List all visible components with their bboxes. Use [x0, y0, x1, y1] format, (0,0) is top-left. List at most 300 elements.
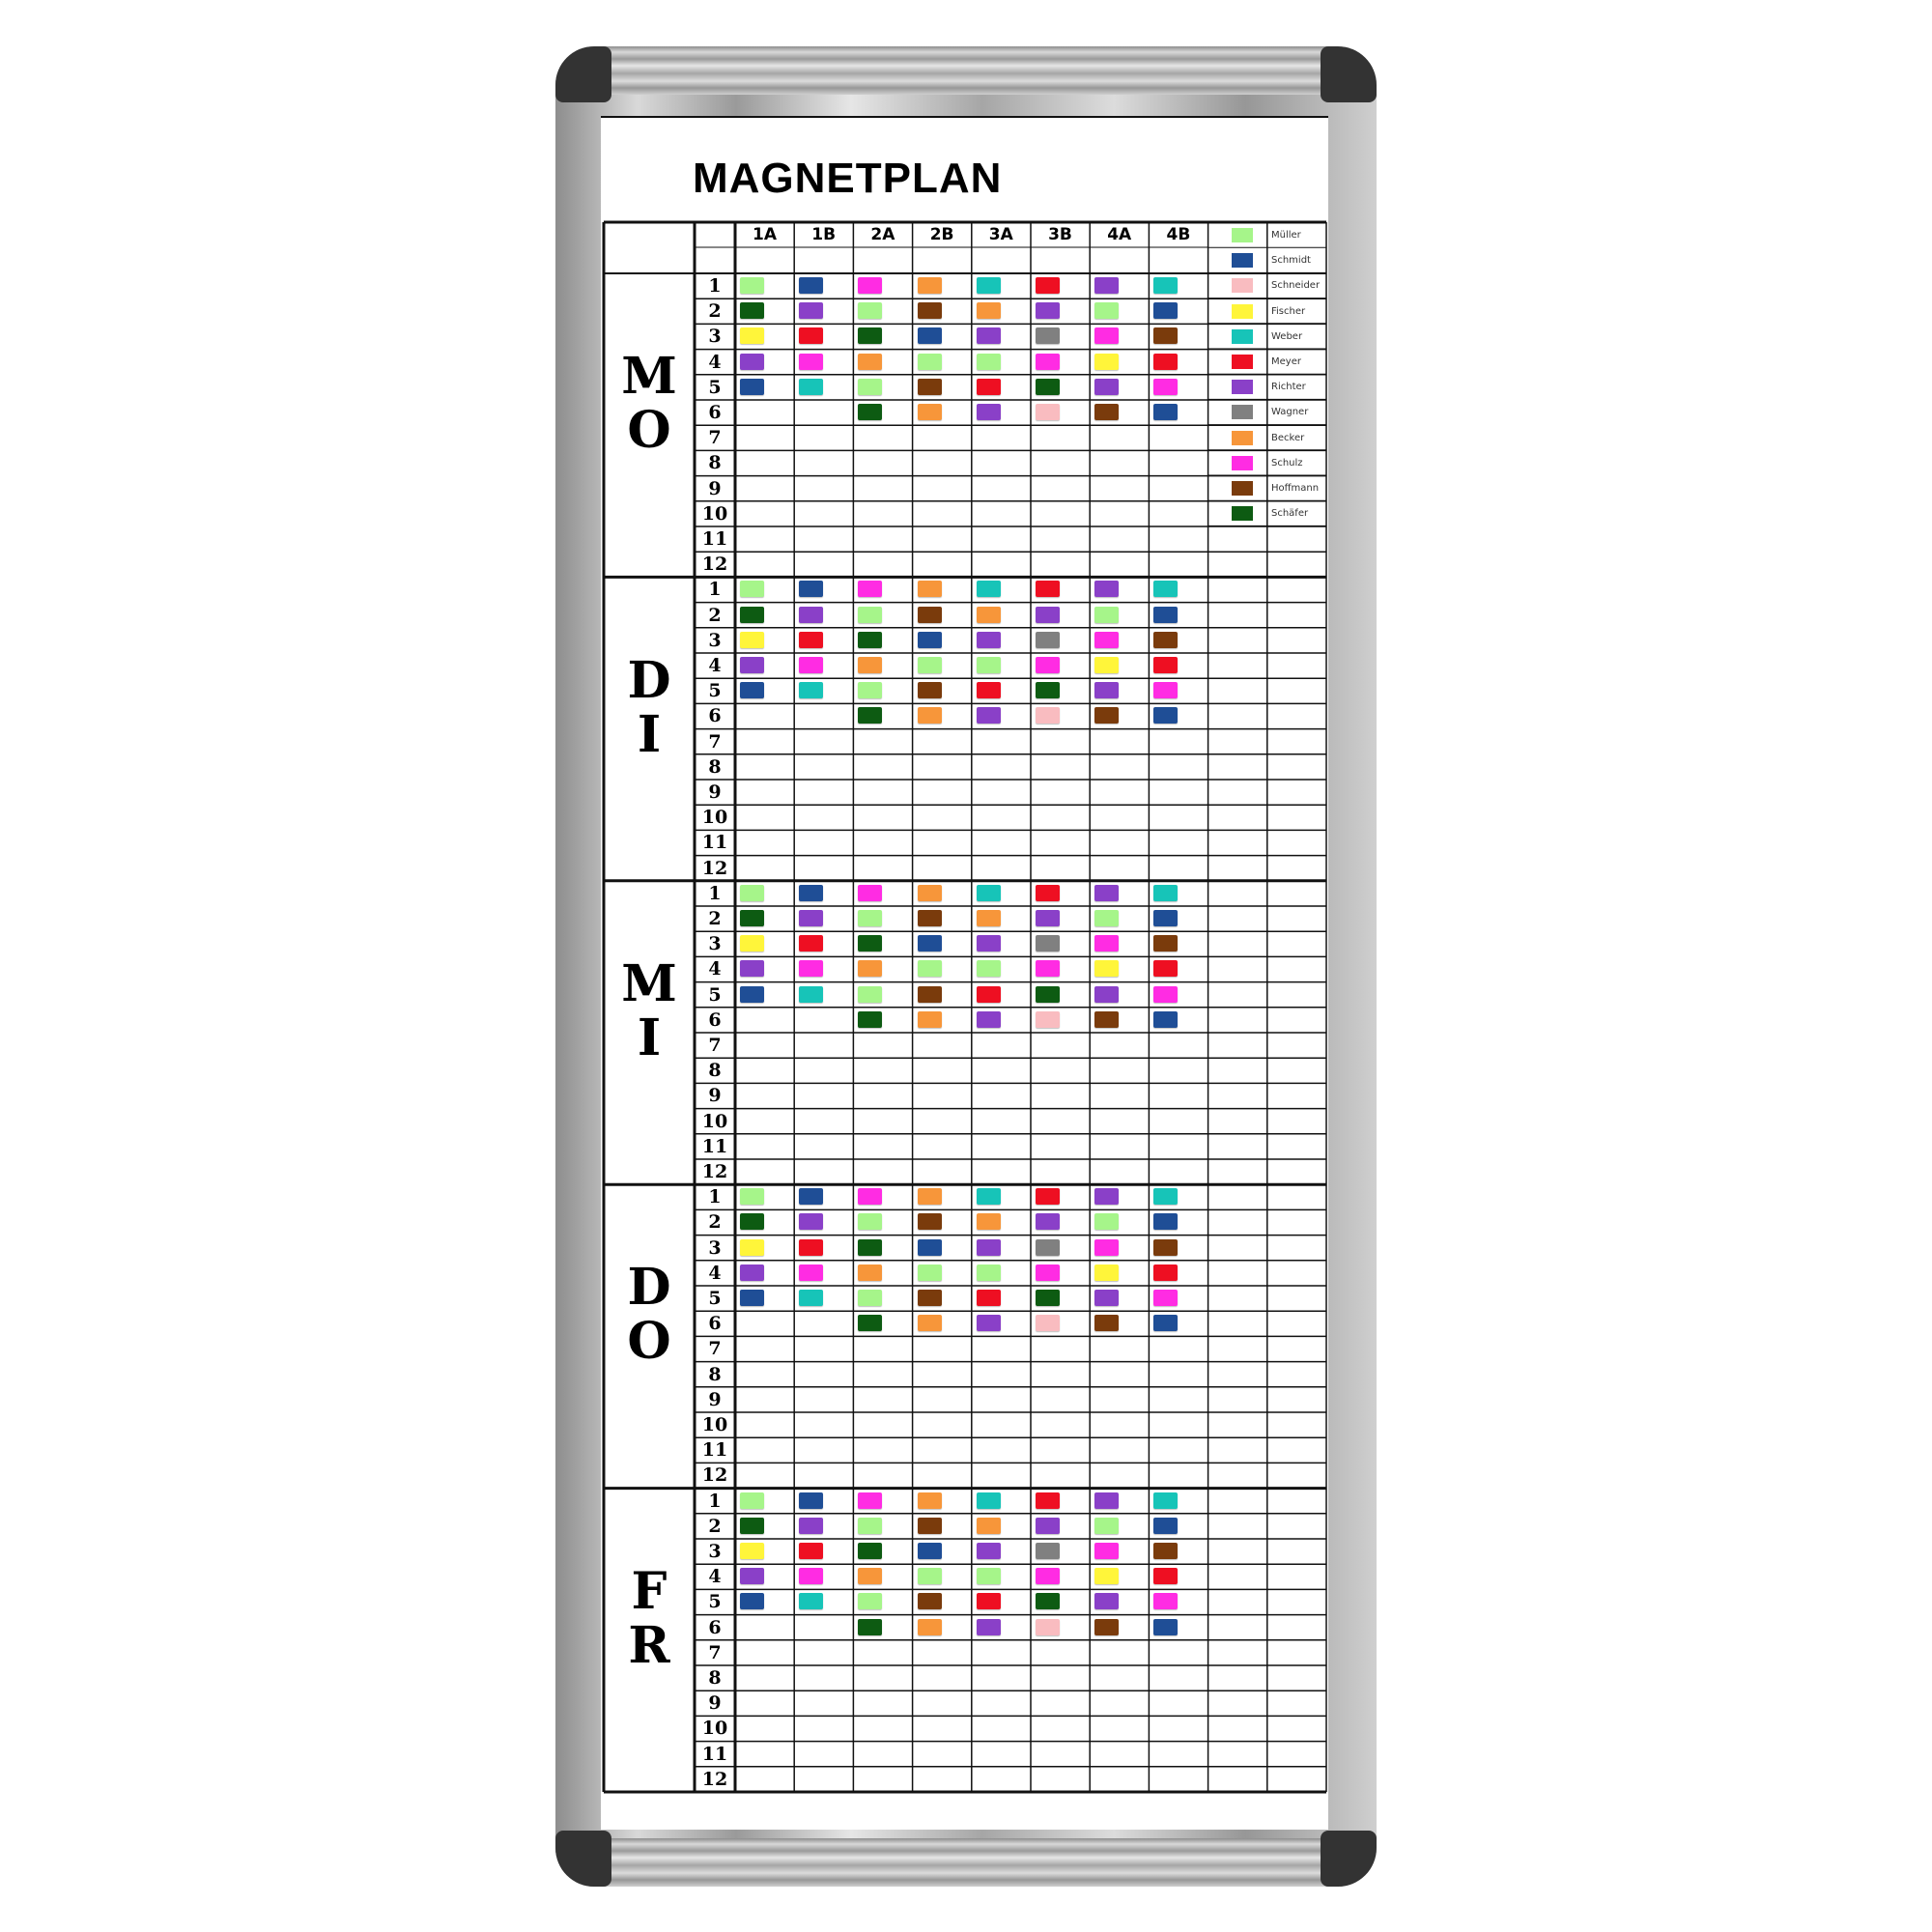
- period-number: 10: [701, 502, 728, 525]
- magnet-schäfer[interactable]: [740, 910, 764, 926]
- magnet-weber[interactable]: [799, 1593, 823, 1609]
- magnet-richter[interactable]: [1094, 682, 1119, 698]
- magnet-hoffmann[interactable]: [1153, 327, 1178, 344]
- magnet-meyer[interactable]: [1036, 277, 1060, 294]
- magnet-schmidt[interactable]: [1153, 910, 1178, 926]
- magnet-meyer[interactable]: [1036, 1188, 1060, 1205]
- magnet-schulz[interactable]: [1036, 960, 1060, 977]
- legend-swatch[interactable]: [1232, 431, 1253, 445]
- magnet-müller[interactable]: [977, 1264, 1001, 1281]
- magnet-hoffmann[interactable]: [1153, 632, 1178, 648]
- magnet-schulz[interactable]: [1094, 935, 1119, 952]
- period-number: 2: [708, 908, 722, 929]
- magnet-becker[interactable]: [858, 960, 882, 977]
- magnet-schulz[interactable]: [799, 1264, 823, 1281]
- magnet-schmidt[interactable]: [740, 1593, 764, 1609]
- magnet-wagner[interactable]: [1036, 1543, 1060, 1559]
- magnet-müller[interactable]: [918, 354, 942, 370]
- magnet-schneider[interactable]: [1036, 1315, 1060, 1331]
- magnet-richter[interactable]: [977, 707, 1001, 724]
- column-header-1b: 1B: [811, 225, 837, 244]
- magnet-fischer[interactable]: [740, 935, 764, 952]
- legend-swatch[interactable]: [1232, 456, 1253, 470]
- period-number: 3: [708, 1541, 722, 1562]
- period-number: 11: [701, 1135, 728, 1157]
- day-label-letter: O: [627, 1312, 671, 1372]
- magnet-weber[interactable]: [977, 885, 1001, 901]
- magnet-richter[interactable]: [1094, 885, 1119, 901]
- magnet-schmidt[interactable]: [740, 682, 764, 698]
- day-label-mo: [604, 347, 695, 461]
- magnet-schäfer[interactable]: [1036, 1290, 1060, 1306]
- magnet-meyer[interactable]: [799, 632, 823, 648]
- magnet-richter[interactable]: [1094, 277, 1119, 294]
- magnet-schmidt[interactable]: [799, 277, 823, 294]
- magnet-schulz[interactable]: [858, 1492, 882, 1509]
- magnet-richter[interactable]: [740, 354, 764, 370]
- magnet-hoffmann[interactable]: [918, 986, 942, 1003]
- magnet-richter[interactable]: [799, 302, 823, 319]
- magnet-schulz[interactable]: [1153, 1593, 1178, 1609]
- magnet-meyer[interactable]: [977, 682, 1001, 698]
- magnet-fischer[interactable]: [1094, 1568, 1119, 1584]
- magnet-hoffmann[interactable]: [1153, 1239, 1178, 1256]
- magnet-müller[interactable]: [740, 277, 764, 294]
- magnet-fischer[interactable]: [1094, 354, 1119, 370]
- magnet-becker[interactable]: [977, 910, 1001, 926]
- magnet-schmidt[interactable]: [799, 1492, 823, 1509]
- period-number: 11: [701, 1743, 728, 1765]
- magnet-hoffmann[interactable]: [918, 1518, 942, 1534]
- magnet-becker[interactable]: [918, 885, 942, 901]
- magnet-becker[interactable]: [918, 1011, 942, 1028]
- magnet-schulz[interactable]: [858, 885, 882, 901]
- magnet-schulz[interactable]: [1036, 1264, 1060, 1281]
- magnet-schmidt[interactable]: [799, 1188, 823, 1205]
- magnet-schmidt[interactable]: [918, 935, 942, 952]
- legend-name: Schäfer: [1271, 508, 1309, 520]
- magnet-becker[interactable]: [858, 657, 882, 673]
- period-number: 4: [708, 351, 722, 373]
- magnet-richter[interactable]: [740, 657, 764, 673]
- period-number: 4: [708, 655, 722, 676]
- magnet-müller[interactable]: [858, 379, 882, 395]
- magnet-müller[interactable]: [977, 354, 1001, 370]
- magnet-müller[interactable]: [1094, 1518, 1119, 1534]
- legend-swatch[interactable]: [1232, 228, 1253, 242]
- magnet-hoffmann[interactable]: [918, 607, 942, 623]
- legend-name: Becker: [1271, 432, 1305, 443]
- magnet-schulz[interactable]: [1094, 632, 1119, 648]
- magnet-schäfer[interactable]: [858, 1239, 882, 1256]
- magnet-meyer[interactable]: [1036, 1492, 1060, 1509]
- magnet-schulz[interactable]: [858, 277, 882, 294]
- magnet-weber[interactable]: [1153, 277, 1178, 294]
- period-number: 12: [701, 1161, 728, 1182]
- magnet-richter[interactable]: [1094, 1593, 1119, 1609]
- magnet-müller[interactable]: [858, 1518, 882, 1534]
- day-label-fr: [604, 1561, 695, 1675]
- magnet-richter[interactable]: [1094, 1492, 1119, 1509]
- magnet-richter[interactable]: [977, 935, 1001, 952]
- magnet-meyer[interactable]: [799, 1239, 823, 1256]
- magnet-wagner[interactable]: [1036, 632, 1060, 648]
- magnet-fischer[interactable]: [1094, 1264, 1119, 1281]
- day-label-letter: M: [621, 347, 677, 407]
- period-number: 7: [708, 1641, 722, 1663]
- magnet-schmidt[interactable]: [799, 581, 823, 597]
- magnet-schäfer[interactable]: [858, 1543, 882, 1559]
- magnet-müller[interactable]: [858, 1290, 882, 1306]
- column-header-2a: 2A: [870, 225, 895, 244]
- magnet-schäfer[interactable]: [858, 707, 882, 724]
- day-label-letter: F: [631, 1561, 668, 1621]
- magnet-richter[interactable]: [740, 960, 764, 977]
- magnet-schmidt[interactable]: [799, 885, 823, 901]
- magnet-schulz[interactable]: [1153, 682, 1178, 698]
- magnet-hoffmann[interactable]: [1094, 707, 1119, 724]
- magnet-schmidt[interactable]: [918, 1543, 942, 1559]
- magnet-richter[interactable]: [1094, 1188, 1119, 1205]
- magnet-richter[interactable]: [977, 1543, 1001, 1559]
- magnet-meyer[interactable]: [1036, 885, 1060, 901]
- period-number: 5: [708, 983, 722, 1006]
- magnet-schulz[interactable]: [858, 581, 882, 597]
- magnet-richter[interactable]: [799, 1518, 823, 1534]
- magnet-schmidt[interactable]: [740, 1290, 764, 1306]
- magnet-schäfer[interactable]: [740, 607, 764, 623]
- period-number: 10: [701, 1110, 728, 1132]
- period-number: 11: [701, 528, 728, 550]
- legend-name: Weber: [1271, 330, 1303, 342]
- magnet-hoffmann[interactable]: [918, 1593, 942, 1609]
- magnet-schmidt[interactable]: [1153, 1213, 1178, 1230]
- magnet-richter[interactable]: [977, 327, 1001, 344]
- magnet-hoffmann[interactable]: [1153, 1543, 1178, 1559]
- magnet-richter[interactable]: [1094, 1290, 1119, 1306]
- legend-swatch[interactable]: [1232, 506, 1253, 521]
- magnet-schneider[interactable]: [1036, 1011, 1060, 1028]
- magnet-becker[interactable]: [918, 581, 942, 597]
- legend-name: Schmidt: [1271, 255, 1311, 267]
- magnet-becker[interactable]: [918, 1492, 942, 1509]
- magnet-richter[interactable]: [799, 910, 823, 926]
- period-number: 2: [708, 1211, 722, 1234]
- magnet-fischer[interactable]: [740, 632, 764, 648]
- magnet-müller[interactable]: [740, 1188, 764, 1205]
- magnet-richter[interactable]: [1094, 986, 1119, 1003]
- period-number: 8: [708, 452, 722, 474]
- magnet-schäfer[interactable]: [858, 327, 882, 344]
- magnet-schulz[interactable]: [799, 354, 823, 370]
- period-number: 9: [708, 781, 722, 803]
- magnet-richter[interactable]: [977, 1315, 1001, 1331]
- magnet-schäfer[interactable]: [740, 1213, 764, 1230]
- magnet-schäfer[interactable]: [1036, 986, 1060, 1003]
- magnet-richter[interactable]: [799, 607, 823, 623]
- magnet-fischer[interactable]: [1094, 960, 1119, 977]
- magnet-schneider[interactable]: [1036, 707, 1060, 724]
- magnet-wagner[interactable]: [1036, 327, 1060, 344]
- magnet-schmidt[interactable]: [1153, 1315, 1178, 1331]
- magnet-schmidt[interactable]: [1153, 1011, 1178, 1028]
- magnet-becker[interactable]: [918, 277, 942, 294]
- period-number: 9: [708, 477, 722, 499]
- magnet-becker[interactable]: [858, 1264, 882, 1281]
- magnet-becker[interactable]: [918, 1315, 942, 1331]
- magnet-schulz[interactable]: [1094, 327, 1119, 344]
- legend-swatch[interactable]: [1232, 329, 1253, 344]
- magnet-hoffmann[interactable]: [918, 682, 942, 698]
- magnet-richter[interactable]: [977, 632, 1001, 648]
- period-number: 10: [701, 1718, 728, 1740]
- magnet-meyer[interactable]: [799, 935, 823, 952]
- magnet-richter[interactable]: [740, 1264, 764, 1281]
- magnet-meyer[interactable]: [1036, 581, 1060, 597]
- magnet-schulz[interactable]: [799, 1568, 823, 1584]
- magnet-meyer[interactable]: [977, 986, 1001, 1003]
- magnet-schäfer[interactable]: [858, 632, 882, 648]
- column-header-4a: 4A: [1107, 225, 1132, 244]
- magnet-richter[interactable]: [1036, 1518, 1060, 1534]
- magnet-weber[interactable]: [1153, 885, 1178, 901]
- magnet-schulz[interactable]: [858, 1188, 882, 1205]
- legend-swatch[interactable]: [1232, 278, 1253, 293]
- magnet-richter[interactable]: [1094, 581, 1119, 597]
- magnet-becker[interactable]: [918, 404, 942, 420]
- magnet-müller[interactable]: [1094, 1213, 1119, 1230]
- magnet-schmidt[interactable]: [918, 327, 942, 344]
- magnet-müller[interactable]: [918, 1264, 942, 1281]
- magnet-weber[interactable]: [1153, 581, 1178, 597]
- period-number: 10: [701, 1414, 728, 1435]
- period-number: 1: [708, 1490, 722, 1512]
- legend-swatch[interactable]: [1232, 355, 1253, 369]
- magnet-schmidt[interactable]: [1153, 404, 1178, 420]
- magnet-müller[interactable]: [858, 682, 882, 698]
- magnet-schmidt[interactable]: [1153, 707, 1178, 724]
- magnet-müller[interactable]: [1094, 607, 1119, 623]
- magnet-schulz[interactable]: [1153, 1290, 1178, 1306]
- period-number: 6: [708, 1616, 722, 1638]
- period-number: 4: [708, 958, 722, 980]
- magnet-richter[interactable]: [1036, 910, 1060, 926]
- magnet-weber[interactable]: [1153, 1188, 1178, 1205]
- magnet-schulz[interactable]: [1036, 1568, 1060, 1584]
- magnet-richter[interactable]: [977, 1011, 1001, 1028]
- magnet-schneider[interactable]: [1036, 404, 1060, 420]
- magnet-hoffmann[interactable]: [1094, 1619, 1119, 1635]
- corner-cap: [1321, 46, 1377, 102]
- magnet-müller[interactable]: [977, 960, 1001, 977]
- magnet-richter[interactable]: [977, 1239, 1001, 1256]
- period-number: 5: [708, 376, 722, 398]
- magnet-richter[interactable]: [1036, 1213, 1060, 1230]
- magnet-müller[interactable]: [977, 1568, 1001, 1584]
- magnet-schulz[interactable]: [1153, 379, 1178, 395]
- period-number: 12: [701, 1768, 728, 1790]
- magnet-schäfer[interactable]: [740, 1518, 764, 1534]
- magnet-schmidt[interactable]: [1153, 1518, 1178, 1534]
- magnet-müller[interactable]: [858, 910, 882, 926]
- magnet-müller[interactable]: [858, 986, 882, 1003]
- magnet-schäfer[interactable]: [1036, 1593, 1060, 1609]
- period-number: 3: [708, 1236, 722, 1259]
- magnet-weber[interactable]: [977, 1188, 1001, 1205]
- legend-swatch[interactable]: [1232, 405, 1253, 419]
- magnet-schulz[interactable]: [1036, 657, 1060, 673]
- magnet-weber[interactable]: [799, 682, 823, 698]
- magnet-meyer[interactable]: [1153, 1264, 1178, 1281]
- magnet-becker[interactable]: [977, 607, 1001, 623]
- period-number: 12: [701, 857, 728, 879]
- legend-swatch[interactable]: [1232, 253, 1253, 268]
- magnet-hoffmann[interactable]: [918, 1290, 942, 1306]
- magnet-müller[interactable]: [858, 302, 882, 319]
- magnet-müller[interactable]: [858, 1593, 882, 1609]
- day-label-do: [604, 1258, 695, 1372]
- magnet-richter[interactable]: [740, 1568, 764, 1584]
- magnet-hoffmann[interactable]: [1094, 1011, 1119, 1028]
- magnet-meyer[interactable]: [1153, 657, 1178, 673]
- legend-swatch[interactable]: [1232, 481, 1253, 496]
- legend-name: Müller: [1271, 230, 1301, 241]
- magnet-schäfer[interactable]: [740, 302, 764, 319]
- magnet-müller[interactable]: [740, 581, 764, 597]
- magnet-meyer[interactable]: [1153, 960, 1178, 977]
- period-number: 1: [708, 1186, 722, 1208]
- magnet-richter[interactable]: [977, 404, 1001, 420]
- magnet-meyer[interactable]: [799, 327, 823, 344]
- magnet-hoffmann[interactable]: [1094, 1315, 1119, 1331]
- magnet-schäfer[interactable]: [1036, 682, 1060, 698]
- magnet-becker[interactable]: [977, 302, 1001, 319]
- magnet-müller[interactable]: [918, 1568, 942, 1584]
- day-label-letter: I: [637, 704, 662, 764]
- magnet-wagner[interactable]: [1036, 935, 1060, 952]
- magnet-richter[interactable]: [1094, 379, 1119, 395]
- magnet-müller[interactable]: [918, 657, 942, 673]
- legend-swatch[interactable]: [1232, 380, 1253, 394]
- legend-name: Schneider: [1271, 280, 1321, 292]
- period-number: 4: [708, 1566, 722, 1588]
- magnet-richter[interactable]: [977, 1619, 1001, 1635]
- day-label-letter: I: [637, 1009, 662, 1067]
- magnet-schmidt[interactable]: [1153, 302, 1178, 319]
- magnet-fischer[interactable]: [740, 327, 764, 344]
- magnet-becker[interactable]: [858, 1568, 882, 1584]
- magnet-meyer[interactable]: [977, 1290, 1001, 1306]
- magnet-becker[interactable]: [977, 1213, 1001, 1230]
- magnet-becker[interactable]: [918, 1188, 942, 1205]
- magnet-schulz[interactable]: [1036, 354, 1060, 370]
- magnet-becker[interactable]: [977, 1518, 1001, 1534]
- magnet-hoffmann[interactable]: [1153, 935, 1178, 952]
- magnet-becker[interactable]: [918, 707, 942, 724]
- magnet-schmidt[interactable]: [740, 986, 764, 1003]
- magnet-schulz[interactable]: [1153, 986, 1178, 1003]
- magnet-hoffmann[interactable]: [918, 1213, 942, 1230]
- period-number: 6: [708, 705, 722, 727]
- magnet-schmidt[interactable]: [918, 632, 942, 648]
- magnet-müller[interactable]: [918, 960, 942, 977]
- column-header-2b: 2B: [929, 225, 954, 244]
- magnet-weber[interactable]: [977, 277, 1001, 294]
- column-header-4b: 4B: [1166, 225, 1191, 244]
- magnet-schäfer[interactable]: [858, 404, 882, 420]
- legend-name: Wagner: [1271, 407, 1309, 418]
- magnet-richter[interactable]: [799, 1213, 823, 1230]
- magnet-müller[interactable]: [858, 607, 882, 623]
- magnet-weber[interactable]: [799, 1290, 823, 1306]
- period-number: 12: [701, 1464, 728, 1487]
- magnet-schäfer[interactable]: [858, 1315, 882, 1331]
- magnet-schmidt[interactable]: [740, 379, 764, 395]
- magnet-müller[interactable]: [740, 1492, 764, 1509]
- magnet-hoffmann[interactable]: [918, 910, 942, 926]
- magnet-schäfer[interactable]: [1036, 379, 1060, 395]
- magnet-schulz[interactable]: [1094, 1543, 1119, 1559]
- magnet-fischer[interactable]: [740, 1239, 764, 1256]
- magnet-fischer[interactable]: [740, 1543, 764, 1559]
- magnet-müller[interactable]: [858, 1213, 882, 1230]
- magnet-schmidt[interactable]: [918, 1239, 942, 1256]
- period-number: 11: [701, 832, 728, 854]
- magnet-schäfer[interactable]: [858, 935, 882, 952]
- magnet-schulz[interactable]: [799, 960, 823, 977]
- period-number: 8: [708, 755, 722, 778]
- magnet-richter[interactable]: [1036, 607, 1060, 623]
- magnet-meyer[interactable]: [977, 1593, 1001, 1609]
- frame-top-rail: [594, 46, 1338, 95]
- magnet-hoffmann[interactable]: [918, 302, 942, 319]
- magnet-müller[interactable]: [740, 885, 764, 901]
- day-label-letter: D: [627, 1258, 671, 1318]
- period-number: 7: [708, 1035, 722, 1056]
- magnet-becker[interactable]: [858, 354, 882, 370]
- period-number: 8: [708, 1060, 722, 1082]
- magnet-meyer[interactable]: [1153, 354, 1178, 370]
- magnet-meyer[interactable]: [799, 1543, 823, 1559]
- magnet-schulz[interactable]: [799, 657, 823, 673]
- magnet-schmidt[interactable]: [1153, 1619, 1178, 1635]
- magnet-meyer[interactable]: [1153, 1568, 1178, 1584]
- magnet-weber[interactable]: [799, 986, 823, 1003]
- magnet-müller[interactable]: [977, 657, 1001, 673]
- magnet-becker[interactable]: [918, 1619, 942, 1635]
- magnet-weber[interactable]: [1153, 1492, 1178, 1509]
- magnet-hoffmann[interactable]: [918, 379, 942, 395]
- magnet-weber[interactable]: [977, 581, 1001, 597]
- magnet-schulz[interactable]: [1094, 1239, 1119, 1256]
- magnet-hoffmann[interactable]: [1094, 404, 1119, 420]
- magnet-schmidt[interactable]: [1153, 607, 1178, 623]
- corner-cap: [1321, 1831, 1377, 1887]
- magnet-fischer[interactable]: [1094, 657, 1119, 673]
- magnet-schneider[interactable]: [1036, 1619, 1060, 1635]
- magnet-schäfer[interactable]: [858, 1619, 882, 1635]
- magnet-weber[interactable]: [799, 379, 823, 395]
- magnet-weber[interactable]: [977, 1492, 1001, 1509]
- magnet-richter[interactable]: [1036, 302, 1060, 319]
- period-number: 8: [708, 1667, 722, 1689]
- legend-swatch[interactable]: [1232, 304, 1253, 319]
- magnet-müller[interactable]: [1094, 302, 1119, 319]
- magnet-schäfer[interactable]: [858, 1011, 882, 1028]
- magnet-müller[interactable]: [1094, 910, 1119, 926]
- magnet-wagner[interactable]: [1036, 1239, 1060, 1256]
- magnet-meyer[interactable]: [977, 379, 1001, 395]
